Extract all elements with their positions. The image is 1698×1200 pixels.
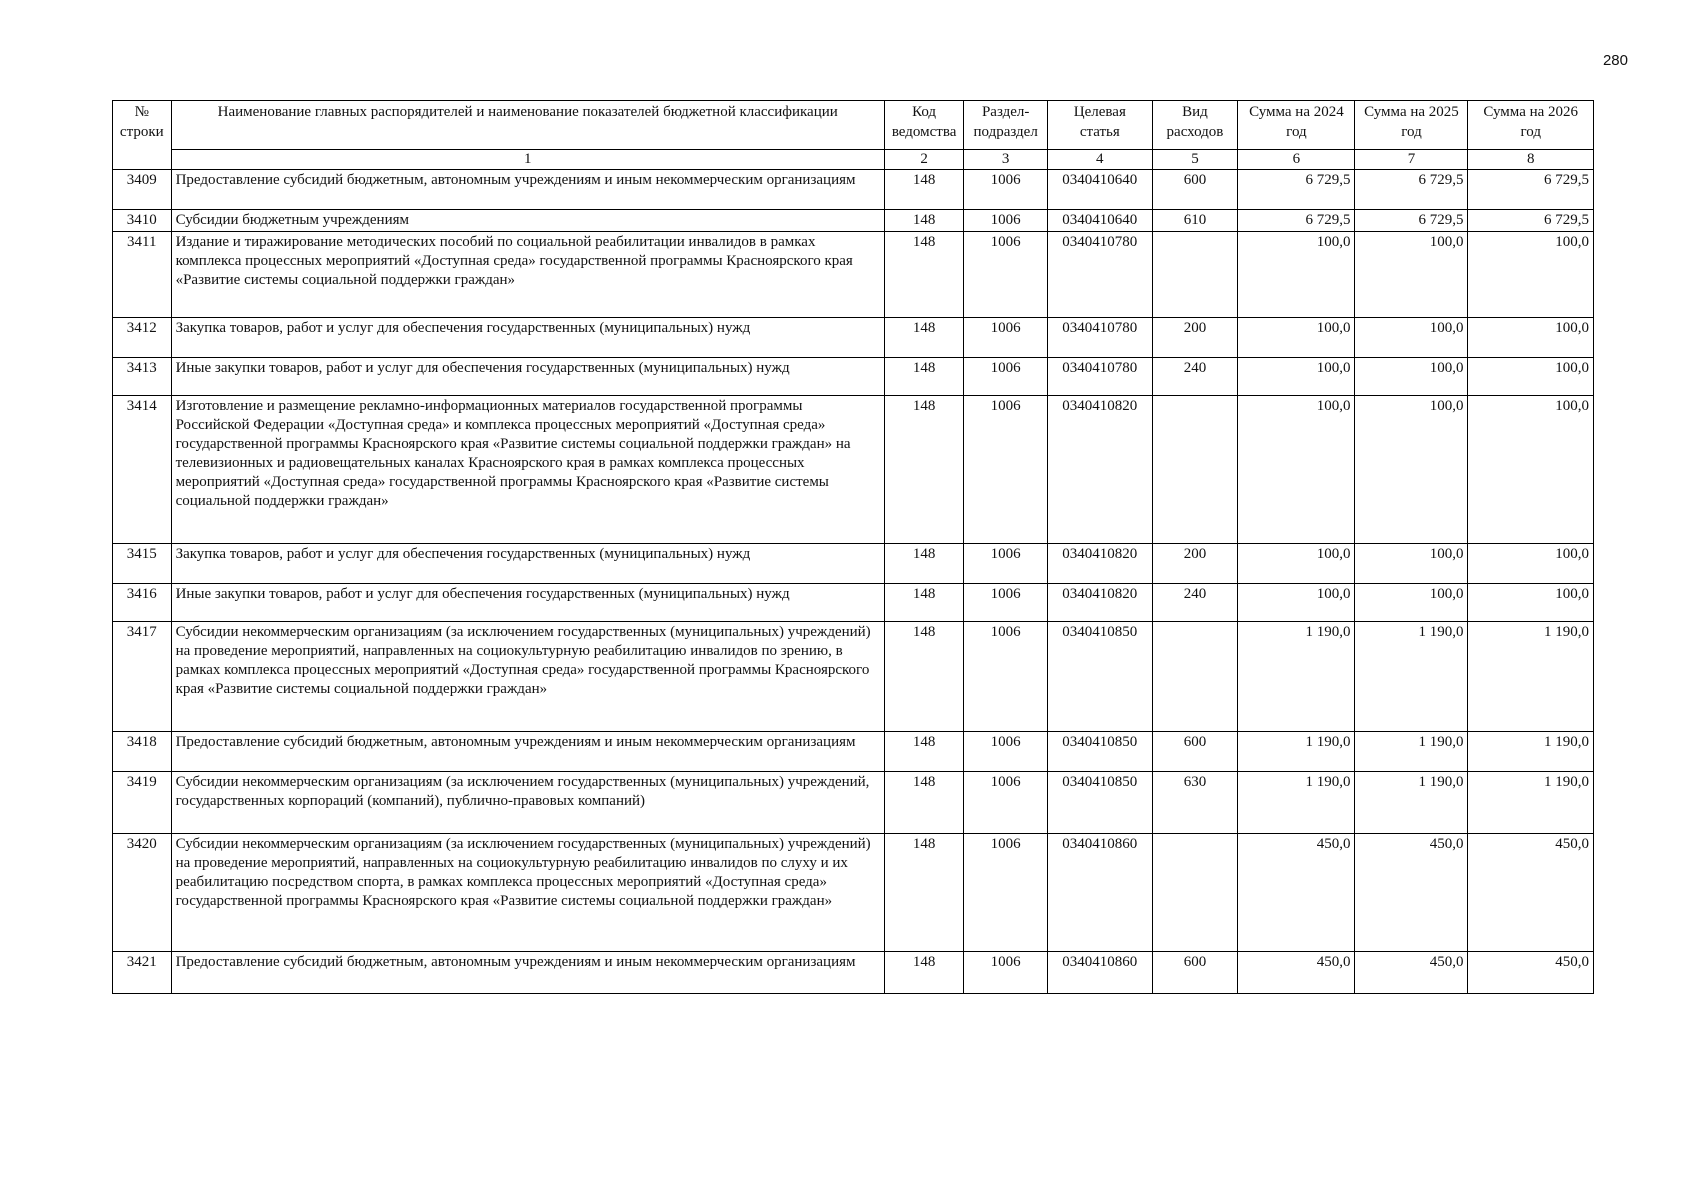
row-number: 3421 xyxy=(113,952,172,994)
expense-type: 610 xyxy=(1152,210,1238,232)
dept-code: 148 xyxy=(884,396,963,544)
sum-2024: 100,0 xyxy=(1238,584,1355,622)
sum-2024: 1 190,0 xyxy=(1238,732,1355,772)
sum-2025: 1 190,0 xyxy=(1355,772,1468,834)
dept-code: 148 xyxy=(884,170,963,210)
sum-2024: 100,0 xyxy=(1238,318,1355,358)
target-code: 0340410640 xyxy=(1048,170,1153,210)
sum-2026: 6 729,5 xyxy=(1468,210,1594,232)
expense-type: 600 xyxy=(1152,952,1238,994)
table-row xyxy=(113,396,1594,544)
sum-2025: 100,0 xyxy=(1355,318,1468,358)
table-row xyxy=(113,732,1594,772)
expense-type xyxy=(1152,396,1238,544)
table-row xyxy=(113,232,1594,318)
section-code: 1006 xyxy=(964,358,1048,396)
table-row xyxy=(113,834,1594,952)
table-row xyxy=(113,772,1594,834)
section-code: 1006 xyxy=(964,732,1048,772)
target-code: 0340410780 xyxy=(1048,358,1153,396)
sum-2024: 450,0 xyxy=(1238,952,1355,994)
sum-2024: 100,0 xyxy=(1238,358,1355,396)
expense-type: 240 xyxy=(1152,584,1238,622)
expense-type xyxy=(1152,834,1238,952)
sum-2025: 6 729,5 xyxy=(1355,170,1468,210)
header-name: Наименование главных распорядителей и наименование показателей бюджетной классификации xyxy=(171,101,884,150)
sum-2026: 1 190,0 xyxy=(1468,732,1594,772)
column-number: 7 xyxy=(1355,150,1468,170)
column-number: 3 xyxy=(964,150,1048,170)
header-expense-type: Вид расходов xyxy=(1152,101,1238,150)
dept-code: 148 xyxy=(884,210,963,232)
sum-2024: 1 190,0 xyxy=(1238,772,1355,834)
dept-code: 148 xyxy=(884,622,963,732)
expense-type: 600 xyxy=(1152,170,1238,210)
row-name: Иные закупки товаров, работ и услуг для обеспечения государственных (муниципальных) нужд xyxy=(171,358,884,396)
row-number: 3411 xyxy=(113,232,172,318)
sum-2026: 100,0 xyxy=(1468,358,1594,396)
column-number: 8 xyxy=(1468,150,1594,170)
expense-type: 240 xyxy=(1152,358,1238,396)
row-number: 3415 xyxy=(113,544,172,584)
row-name: Иные закупки товаров, работ и услуг для обеспечения государственных (муниципальных) нужд xyxy=(171,584,884,622)
row-number: 3417 xyxy=(113,622,172,732)
row-number: 3414 xyxy=(113,396,172,544)
header-dept-code: Код ведомства xyxy=(884,101,963,150)
section-code: 1006 xyxy=(964,318,1048,358)
section-code: 1006 xyxy=(964,170,1048,210)
sum-2025: 6 729,5 xyxy=(1355,210,1468,232)
row-name: Издание и тиражирование методических пособий по социальной реабилитации инвалидов в рамках комплекса процессных мероприятий «Доступная среда» государственной программы Красноярского края «Развитие системы социальной поддержки граждан» xyxy=(171,232,884,318)
table-row xyxy=(113,358,1594,396)
column-number-row xyxy=(113,150,1594,170)
column-number: 4 xyxy=(1048,150,1153,170)
row-number: 3420 xyxy=(113,834,172,952)
sum-2024: 6 729,5 xyxy=(1238,170,1355,210)
section-code: 1006 xyxy=(964,834,1048,952)
table-row xyxy=(113,952,1594,994)
header-sum-2025: Сумма на 2025 год xyxy=(1355,101,1468,150)
section-code: 1006 xyxy=(964,772,1048,834)
row-number: 3416 xyxy=(113,584,172,622)
header-target: Целевая статья xyxy=(1048,101,1153,150)
table-row xyxy=(113,622,1594,732)
expense-type xyxy=(1152,232,1238,318)
sum-2024: 6 729,5 xyxy=(1238,210,1355,232)
sum-2025: 450,0 xyxy=(1355,952,1468,994)
table-row xyxy=(113,318,1594,358)
section-code: 1006 xyxy=(964,210,1048,232)
table-row xyxy=(113,584,1594,622)
header-sum-2026: Сумма на 2026 год xyxy=(1468,101,1594,150)
sum-2025: 1 190,0 xyxy=(1355,732,1468,772)
target-code: 0340410850 xyxy=(1048,622,1153,732)
budget-table xyxy=(112,100,1594,994)
table-row xyxy=(113,210,1594,232)
sum-2026: 1 190,0 xyxy=(1468,622,1594,732)
row-name: Субсидии некоммерческим организациям (за исключением государственных (муниципальных) учреждений, государственных корпораций (компаний), публично-правовых компаний) xyxy=(171,772,884,834)
sum-2026: 100,0 xyxy=(1468,396,1594,544)
table-row xyxy=(113,544,1594,584)
dept-code: 148 xyxy=(884,732,963,772)
target-code: 0340410780 xyxy=(1048,232,1153,318)
sum-2026: 1 190,0 xyxy=(1468,772,1594,834)
expense-type: 200 xyxy=(1152,318,1238,358)
row-number: 3409 xyxy=(113,170,172,210)
expense-type: 600 xyxy=(1152,732,1238,772)
row-name: Изготовление и размещение рекламно-информационных материалов государственной программы Российской Федерации «Доступная среда» и комплекса процессных мероприятий «Доступная среда» государственной программы Красноярского края «Развитие системы социальной поддержки граждан» на телевизионных и радиовещательных каналах Красноярского края в рамках комплекса процессных мероприятий «Доступная среда» государственной программы Красноярского края «Развитие системы социальной поддержки граждан» xyxy=(171,396,884,544)
row-number: 3410 xyxy=(113,210,172,232)
dept-code: 148 xyxy=(884,584,963,622)
target-code: 0340410640 xyxy=(1048,210,1153,232)
target-code: 0340410820 xyxy=(1048,584,1153,622)
header-row-no: № строки xyxy=(113,101,172,170)
row-number: 3413 xyxy=(113,358,172,396)
table-row xyxy=(113,170,1594,210)
column-number: 5 xyxy=(1152,150,1238,170)
sum-2025: 100,0 xyxy=(1355,544,1468,584)
dept-code: 148 xyxy=(884,358,963,396)
sum-2026: 100,0 xyxy=(1468,232,1594,318)
row-name: Субсидии некоммерческим организациям (за исключением государственных (муниципальных) учреждений) на проведение мероприятий, направленных на социокультурную реабилитацию инвалидов по слуху и их реабилитацию посредством спорта, в рамках комплекса процессных мероприятий «Доступная среда» государственной программы Красноярского края «Развитие системы социальной поддержки граждан» xyxy=(171,834,884,952)
sum-2024: 1 190,0 xyxy=(1238,622,1355,732)
sum-2024: 100,0 xyxy=(1238,232,1355,318)
dept-code: 148 xyxy=(884,952,963,994)
expense-type: 200 xyxy=(1152,544,1238,584)
target-code: 0340410850 xyxy=(1048,772,1153,834)
dept-code: 148 xyxy=(884,834,963,952)
dept-code: 148 xyxy=(884,232,963,318)
dept-code: 148 xyxy=(884,318,963,358)
section-code: 1006 xyxy=(964,232,1048,318)
column-number: 2 xyxy=(884,150,963,170)
sum-2026: 450,0 xyxy=(1468,952,1594,994)
row-number: 3418 xyxy=(113,732,172,772)
row-name: Предоставление субсидий бюджетным, автономным учреждениям и иным некоммерческим организациям xyxy=(171,732,884,772)
row-name: Субсидии некоммерческим организациям (за исключением государственных (муниципальных) учреждений) на проведение мероприятий, направленных на социокультурную реабилитацию инвалидов по зрению, в рамках комплекса процессных мероприятий «Доступная среда» государственной программы Красноярского края «Развитие системы социальной поддержки граждан» xyxy=(171,622,884,732)
sum-2025: 1 190,0 xyxy=(1355,622,1468,732)
target-code: 0340410820 xyxy=(1048,544,1153,584)
target-code: 0340410820 xyxy=(1048,396,1153,544)
sum-2025: 100,0 xyxy=(1355,584,1468,622)
row-name: Закупка товаров, работ и услуг для обеспечения государственных (муниципальных) нужд xyxy=(171,318,884,358)
dept-code: 148 xyxy=(884,544,963,584)
sum-2025: 100,0 xyxy=(1355,358,1468,396)
column-number: 1 xyxy=(171,150,884,170)
section-code: 1006 xyxy=(964,952,1048,994)
header-row xyxy=(113,101,1594,150)
expense-type xyxy=(1152,622,1238,732)
sum-2026: 450,0 xyxy=(1468,834,1594,952)
row-name: Предоставление субсидий бюджетным, автономным учреждениям и иным некоммерческим организациям xyxy=(171,952,884,994)
header-section: Раздел-подраздел xyxy=(964,101,1048,150)
section-code: 1006 xyxy=(964,544,1048,584)
sum-2026: 100,0 xyxy=(1468,544,1594,584)
sum-2026: 100,0 xyxy=(1468,584,1594,622)
column-number: 6 xyxy=(1238,150,1355,170)
target-code: 0340410860 xyxy=(1048,834,1153,952)
sum-2025: 100,0 xyxy=(1355,396,1468,544)
section-code: 1006 xyxy=(964,622,1048,732)
sum-2025: 100,0 xyxy=(1355,232,1468,318)
row-number: 3412 xyxy=(113,318,172,358)
header-sum-2024: Сумма на 2024 год xyxy=(1238,101,1355,150)
target-code: 0340410860 xyxy=(1048,952,1153,994)
row-name: Предоставление субсидий бюджетным, автономным учреждениям и иным некоммерческим организациям xyxy=(171,170,884,210)
sum-2024: 450,0 xyxy=(1238,834,1355,952)
sum-2025: 450,0 xyxy=(1355,834,1468,952)
sum-2024: 100,0 xyxy=(1238,544,1355,584)
sum-2026: 100,0 xyxy=(1468,318,1594,358)
dept-code: 148 xyxy=(884,772,963,834)
expense-type: 630 xyxy=(1152,772,1238,834)
target-code: 0340410780 xyxy=(1048,318,1153,358)
section-code: 1006 xyxy=(964,396,1048,544)
sum-2024: 100,0 xyxy=(1238,396,1355,544)
section-code: 1006 xyxy=(964,584,1048,622)
row-name: Закупка товаров, работ и услуг для обеспечения государственных (муниципальных) нужд xyxy=(171,544,884,584)
row-name: Субсидии бюджетным учреждениям xyxy=(171,210,884,232)
row-number: 3419 xyxy=(113,772,172,834)
page-number: 280 xyxy=(1602,52,1628,69)
target-code: 0340410850 xyxy=(1048,732,1153,772)
sum-2026: 6 729,5 xyxy=(1468,170,1594,210)
